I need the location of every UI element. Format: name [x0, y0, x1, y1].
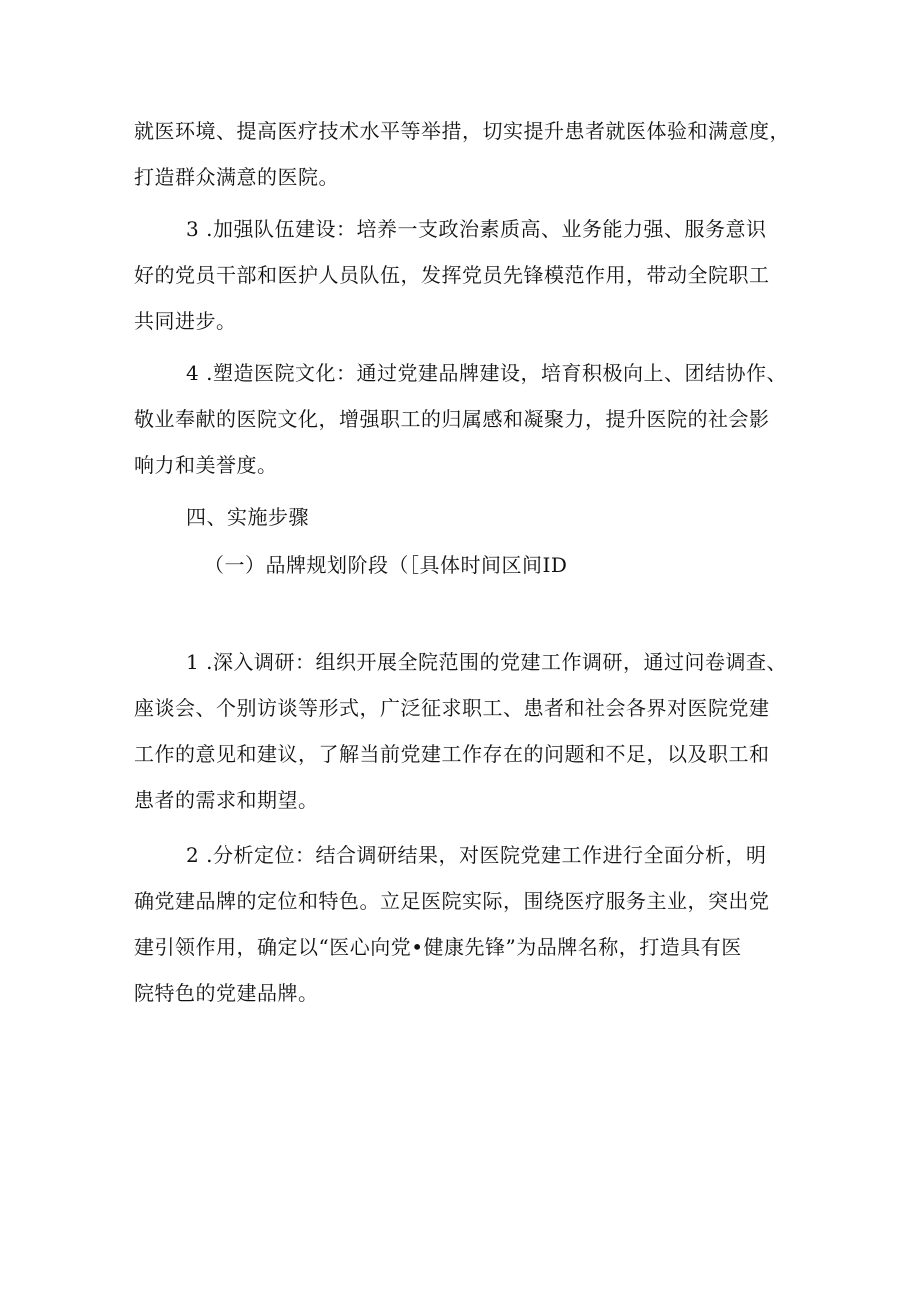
- text-line: 敬业奉献的医院文化，增强职工的归属感和凝聚力，提升医院的社会影: [134, 407, 770, 431]
- text-line: 共同进步。: [134, 309, 237, 333]
- text-line: 2 .分析定位：结合调研结果，对医院党建工作进行全面分析，明: [186, 843, 767, 867]
- subsection-heading: [134, 542, 802, 588]
- text-line: 院特色的党建品牌。: [134, 981, 319, 1005]
- item-3-paragraph: [134, 206, 802, 344]
- subsection-heading-text: （一）品牌规划阶段（［具体时间区间ID: [204, 553, 568, 577]
- text-line: 好的党员干部和医护人员队伍，发挥党员先锋模范作用，带动全院职工: [134, 263, 770, 287]
- section-heading: [134, 494, 802, 540]
- text-line: 工作的意见和建议，了解当前党建工作存在的问题和不足，以及职工和: [134, 742, 770, 766]
- text-line: 打造群众满意的医院。: [134, 165, 339, 189]
- text-line: 就医环境、提高医疗技术水平等举措，切实提升患者就医体验和满意度，: [134, 119, 790, 143]
- text-line: 响力和美誉度。: [134, 453, 278, 477]
- text-line: 确党建品牌的定位和特色。立足医院实际，围绕医疗服务主业，突出党: [134, 889, 770, 913]
- text-line: 1 .深入调研：组织开展全院范围的党建工作调研，通过问卷调查、: [186, 650, 787, 674]
- section-heading-text: 四、实施步骤: [186, 505, 309, 529]
- step-2-paragraph: [134, 832, 802, 1016]
- text-line: 患者的需求和期望。: [134, 788, 319, 812]
- step-1-paragraph: [134, 639, 802, 823]
- text-line: 4 .塑造医院文化：通过党建品牌建设，培育积极向上、团结协作、: [186, 361, 787, 385]
- text-line: 建引领作用，确定以“医心向党•健康先锋”为品牌名称，打造具有医: [134, 935, 742, 959]
- text-line: 3 .加强队伍建设：培养一支政治素质高、业务能力强、服务意识: [186, 217, 767, 241]
- item-4-paragraph: [134, 350, 802, 488]
- text-line: 座谈会、个别访谈等形式，广泛征求职工、患者和社会各界对医院党建: [134, 696, 770, 720]
- paragraph-intro: [134, 108, 802, 200]
